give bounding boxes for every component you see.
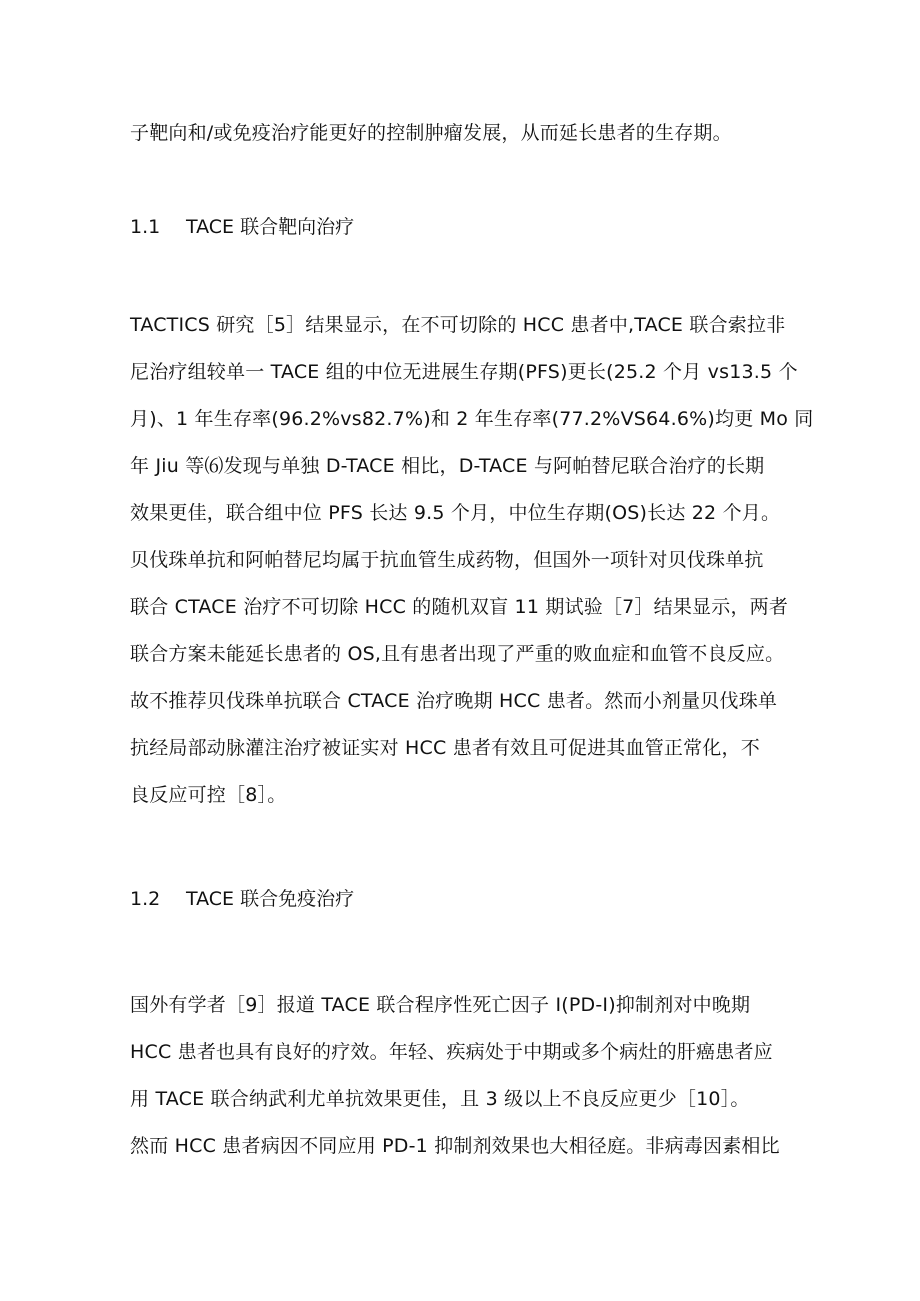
section-heading-1-1 [130, 214, 354, 240]
section-number: 1.2 [130, 888, 161, 910]
section-title: TACE 联合免疫治疗 [186, 888, 355, 910]
paragraph-line: 联合方案未能延长患者的 OS,且有患者出现了严重的败血症和血管不良反应。 [130, 643, 785, 665]
paragraph-line: 效果更佳，联合组中位 PFS 长达 9.5 个月，中位生存期(OS)长达 22 个月。 [130, 502, 781, 524]
paragraph-line: 良反应可控［8］。 [130, 784, 287, 806]
paragraph-line: 月)、1 年生存率(96.2%vs82.7%)和 2 年生存率(77.2%VS64.6%)均更 Mo 同 [130, 408, 814, 430]
paragraph-line: 年 Jiu 等⑹发现与单独 D-TACE 相比，D-TACE 与阿帕替尼联合治疗的长期 [130, 455, 765, 477]
paragraph-line: 贝伐珠单抗和阿帕替尼均属于抗血管生成药物，但国外一项针对贝伐珠单抗 [130, 549, 764, 571]
paragraph-line: HCC 患者也具有良好的疗效。年轻、疾病处于中期或多个病灶的肝癌患者应 [130, 1041, 773, 1063]
section-number: 1.1 [130, 216, 161, 238]
paragraph-line: 联合 CTACE 治疗不可切除 HCC 的随机双盲 11 期试验［7］结果显示，两者 [130, 596, 789, 618]
section-title: TACE 联合靶向治疗 [186, 216, 355, 238]
paragraph-line: 国外有学者［9］报道 TACE 联合程序性死亡因子 I(PD-I)抑制剂对中晚期 [130, 994, 751, 1016]
paragraph-line: TACTICS 研究［5］结果显示，在不可切除的 HCC 患者中,TACE 联合索拉非 [130, 314, 786, 336]
section-heading-1-2 [130, 886, 354, 912]
paragraph-line: 抗经局部动脉灌注治疗被证实对 HCC 患者有效且可促进其血管正常化，不 [130, 737, 760, 759]
paragraph-line: 尼治疗组较单一 TACE 组的中位无进展生存期(PFS)更长(25.2 个月 vs13.5 个 [130, 361, 798, 383]
intro-text-line: 子靶向和/或免疫治疗能更好的控制肿瘤发展，从而延长患者的生存期。 [130, 122, 732, 144]
paragraph-line: 用 TACE 联合纳武利尤单抗效果更佳，且 3 级以上不良反应更少［10］。 [130, 1088, 750, 1110]
paragraph-line: 然而 HCC 患者病因不同应用 PD-1 抑制剂效果也大相径庭。非病毒因素相比 [130, 1135, 780, 1157]
paragraph-line: 故不推荐贝伐珠单抗联合 CTACE 治疗晚期 HCC 患者。然而小剂量贝伐珠单 [130, 690, 778, 712]
